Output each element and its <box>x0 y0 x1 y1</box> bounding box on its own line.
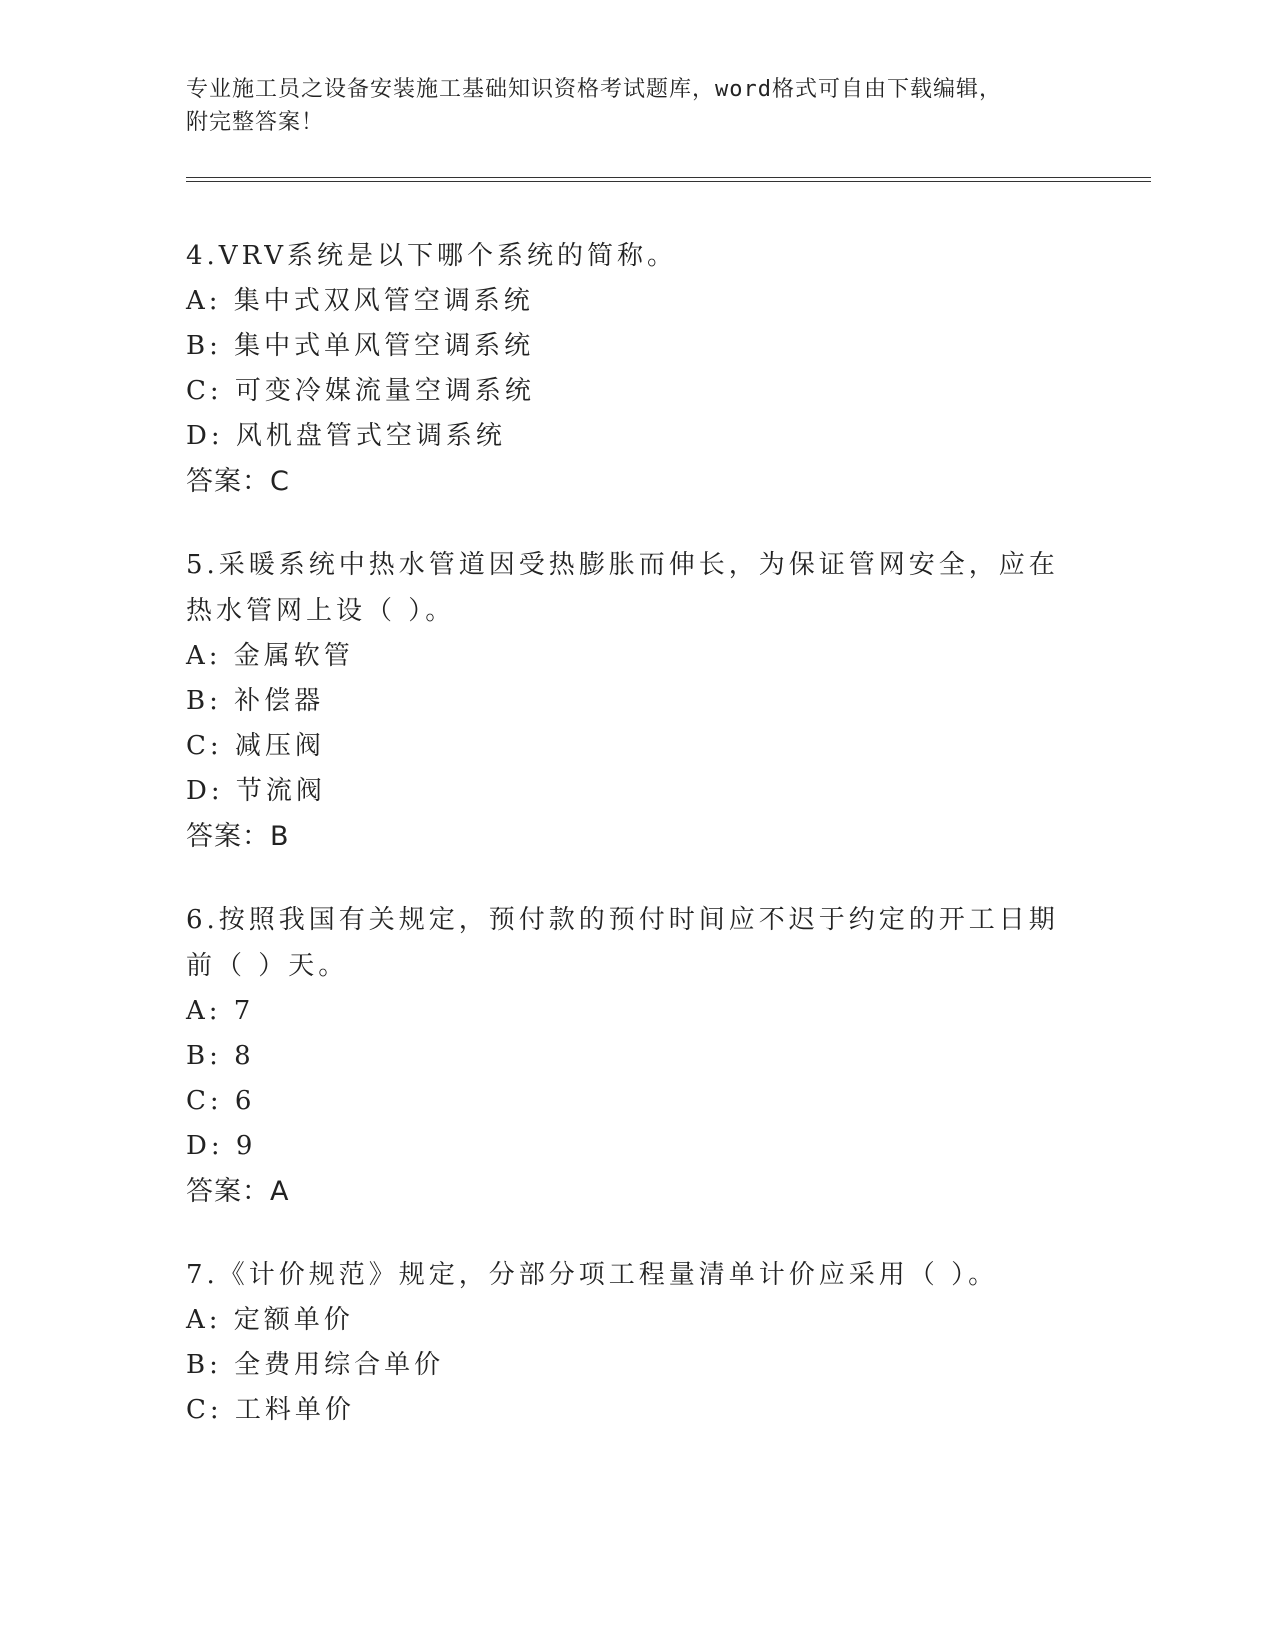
option-a: A: 金属软管 <box>186 641 354 671</box>
option-a: A: 集中式双风管空调系统 <box>186 286 534 316</box>
option-b: B: 补偿器 <box>186 686 325 716</box>
question-stem: 4.VRV系统是以下哪个系统的简称。 <box>186 241 678 271</box>
question-5 <box>186 542 1086 859</box>
question-list <box>186 233 1086 1471</box>
option-c: C: 可变冷媒流量空调系统 <box>186 376 535 406</box>
option-b: B: 全费用综合单价 <box>186 1350 445 1380</box>
option-c: C: 减压阀 <box>186 731 325 761</box>
option-c: C: 6 <box>186 1086 256 1116</box>
header-divider-bottom <box>186 181 1151 182</box>
option-a: A: 定额单价 <box>186 1305 354 1335</box>
question-6 <box>186 897 1086 1214</box>
question-7 <box>186 1252 1086 1433</box>
option-d: D: 9 <box>186 1131 257 1161</box>
answer-line: 答案：C <box>186 466 290 497</box>
question-4 <box>186 233 1086 504</box>
option-d: D: 节流阀 <box>186 776 326 806</box>
header-line-2: 附完整答案！ <box>186 110 325 135</box>
option-d: D: 风机盘管式空调系统 <box>186 421 506 451</box>
option-c: C: 工料单价 <box>186 1395 355 1425</box>
question-stem: 7.《计价规范》规定，分部分项工程量清单计价应采用（ ）。 <box>186 1260 999 1290</box>
option-a: A: 7 <box>186 996 255 1026</box>
header-line-1: 专业施工员之设备安装施工基础知识资格考试题库，word格式可自由下载编辑， <box>186 77 1002 102</box>
answer-line: 答案：A <box>186 1176 290 1207</box>
header-divider-top <box>186 177 1151 178</box>
question-stem: 6.按照我国有关规定，预付款的预付时间应不迟于约定的开工日期前（ ）天。 <box>186 905 1059 981</box>
option-b: B: 8 <box>186 1041 255 1071</box>
document-header <box>186 73 1066 139</box>
question-stem: 5.采暖系统中热水管道因受热膨胀而伸长，为保证管网安全，应在热水管网上设（ ）。 <box>186 550 1059 626</box>
answer-line: 答案：B <box>186 821 290 852</box>
option-b: B: 集中式单风管空调系统 <box>186 331 535 361</box>
